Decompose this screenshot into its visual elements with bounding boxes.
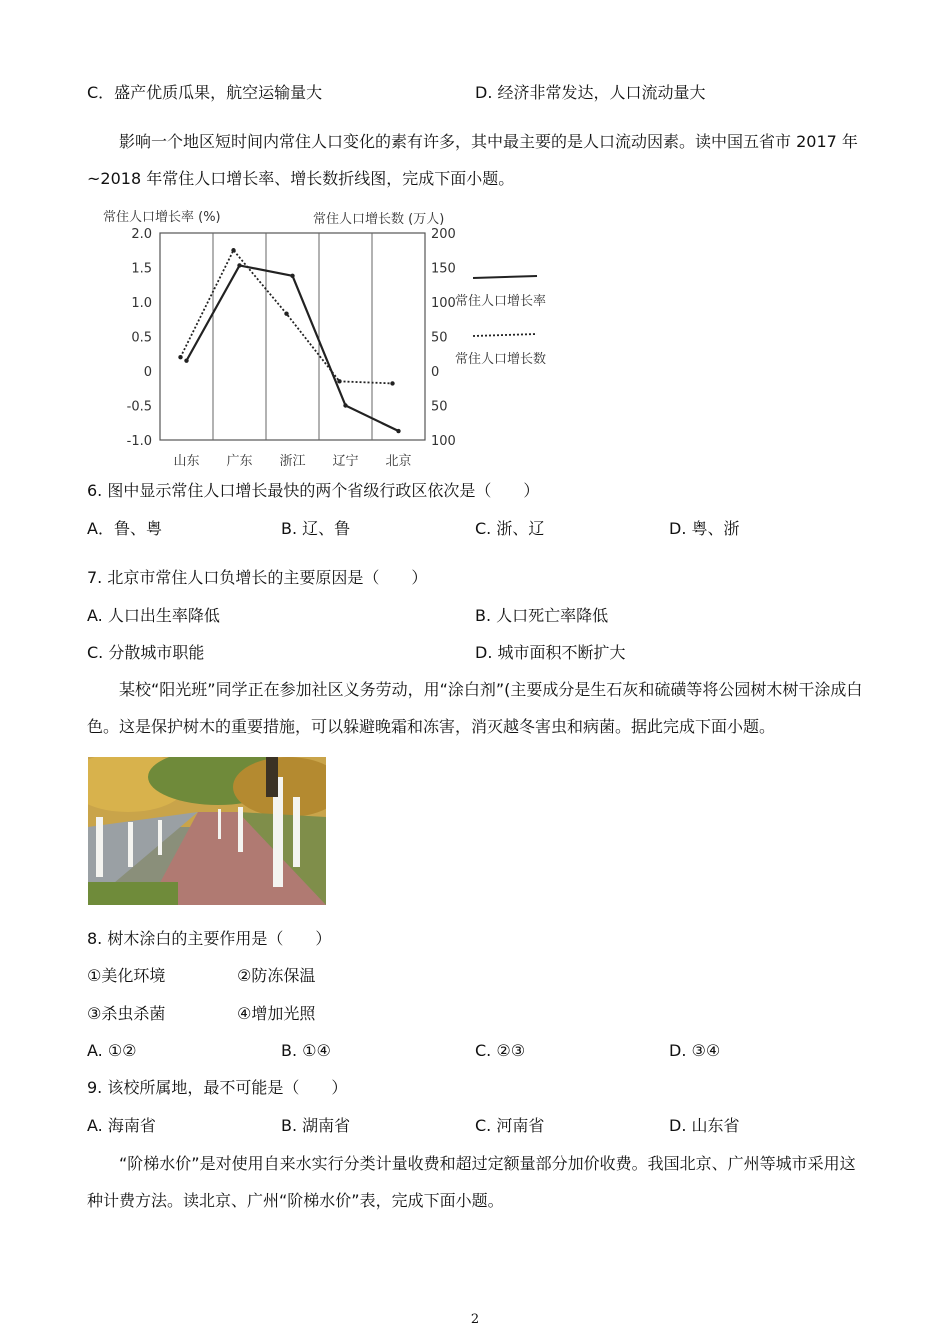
data-point (184, 358, 188, 362)
q8-item-1: ①美化环境 (87, 966, 166, 985)
q7-stem: 7. 北京市常住人口负增长的主要原因是（ ） (87, 568, 428, 587)
series-line-growth-rate (187, 265, 399, 431)
category-label: 浙江 (279, 454, 306, 469)
data-point (237, 263, 241, 267)
category-label: 广东 (226, 454, 253, 469)
left-tick-label: -0.5 (126, 399, 152, 415)
q7-option-c: C. 分散城市职能 (87, 643, 205, 662)
left-tick-label: 0 (143, 365, 152, 380)
left-tick-label: -1.0 (126, 434, 152, 449)
data-point (337, 379, 341, 383)
q7-option-d: D. 城市面积不断扩大 (475, 643, 626, 662)
category-label: 辽宁 (332, 454, 359, 469)
q6-option-a: A．鲁、粤 (87, 519, 162, 538)
q8-option-c: C. ②③ (475, 1041, 526, 1060)
category-label: 北京 (385, 454, 412, 469)
data-point (396, 429, 400, 433)
q9-option-d: D. 山东省 (669, 1116, 740, 1135)
q9-option-c: C. 河南省 (475, 1116, 545, 1135)
legend-swatch (473, 334, 537, 336)
passage-population: 影响一个地区短时间内常住人口变化的素有许多，其中最主要的是人口流动因素。读中国五省市 2017 年~2018 年常住人口增长率、增长数折线图，完成下面小题。 (87, 132, 858, 188)
q8-option-a: A. ①② (87, 1041, 137, 1060)
q9-stem: 9. 该校所属地，最不可能是（ ） (87, 1078, 348, 1097)
left-tick-label: 1.0 (131, 296, 152, 311)
chart-series (178, 248, 400, 433)
left-tick-label: 2.0 (131, 227, 152, 242)
q9-option-b: B. 湖南省 (281, 1116, 351, 1135)
right-tick-label: 150 (431, 261, 456, 277)
right-tick-label: 0 (431, 365, 440, 380)
q5-option-d: D. 经济非常发达，人口流动量大 (475, 83, 706, 102)
whitewashed-trees-photo (88, 757, 326, 905)
q6-option-b: B. 辽、鲁 (281, 519, 351, 538)
q8-item-2: ②防冻保温 (237, 966, 316, 985)
passage-tiered-water-price: “阶梯水价”是对使用自来水实行分类计量收费和超过定额量部分加价收费。我国北京、广州等城市采用这种计费方法。读北京、广州“阶梯水价”表，完成下面小题。 (87, 1154, 856, 1210)
data-point (178, 355, 182, 359)
legend-label: 常住人口增长率 (455, 294, 547, 309)
data-point (231, 248, 235, 252)
legend-swatch (473, 276, 537, 278)
series-line-growth-count (181, 250, 393, 383)
q6-stem: 6. 图中显示常住人口增长最快的两个省级行政区依次是（ ） (87, 481, 540, 500)
data-point (284, 312, 288, 316)
right-tick-label: 50 (431, 399, 448, 415)
q8-option-d: D. ③④ (669, 1041, 721, 1060)
data-point (390, 381, 394, 385)
right-tick-label: 100 (431, 296, 456, 311)
legend-label: 常住人口增长数 (455, 352, 547, 367)
left-axis-label: 常住人口增长率 (%) (103, 210, 221, 225)
category-label: 山东 (173, 454, 200, 469)
q6-option-c: C. 浙、辽 (475, 519, 545, 538)
page-number: 2 (470, 1312, 480, 1327)
q6-option-d: D. 粤、浙 (669, 519, 740, 538)
q8-item-4: ④增加光照 (237, 1004, 316, 1023)
right-tick-label: 50 (431, 330, 448, 346)
population-growth-chart (95, 203, 575, 473)
left-tick-label: 1.5 (131, 261, 152, 277)
right-axis-label: 常住人口增长数 (万人) (313, 212, 445, 227)
q8-item-3: ③杀虫杀菌 (87, 1004, 166, 1023)
chart-legend (455, 276, 546, 367)
q8-stem: 8. 树木涂白的主要作用是（ ） (87, 929, 332, 948)
q7-option-b: B. 人口死亡率降低 (475, 606, 609, 625)
data-point (290, 274, 294, 278)
right-tick-label: 200 (431, 227, 456, 242)
q9-option-a: A. 海南省 (87, 1116, 156, 1135)
left-tick-label: 0.5 (131, 330, 152, 346)
q5-option-c: C．盛产优质瓜果，航空运输量大 (87, 83, 323, 102)
q8-option-b: B. ①④ (281, 1041, 331, 1060)
passage-tree-whitewash: 某校“阳光班”同学正在参加社区义务劳动，用“涂白剂”(主要成分是生石灰和硫磺等将公园树木树干涂成白色。这是保护树木的重要措施，可以躲避晚霜和冻害，消灭越冬害虫和病菌。据此完成下面小题。 (87, 680, 863, 736)
right-tick-label: 100 (431, 434, 456, 449)
q7-option-a: A. 人口出生率降低 (87, 606, 220, 625)
data-point (343, 403, 347, 407)
chart-ticks (127, 227, 456, 469)
